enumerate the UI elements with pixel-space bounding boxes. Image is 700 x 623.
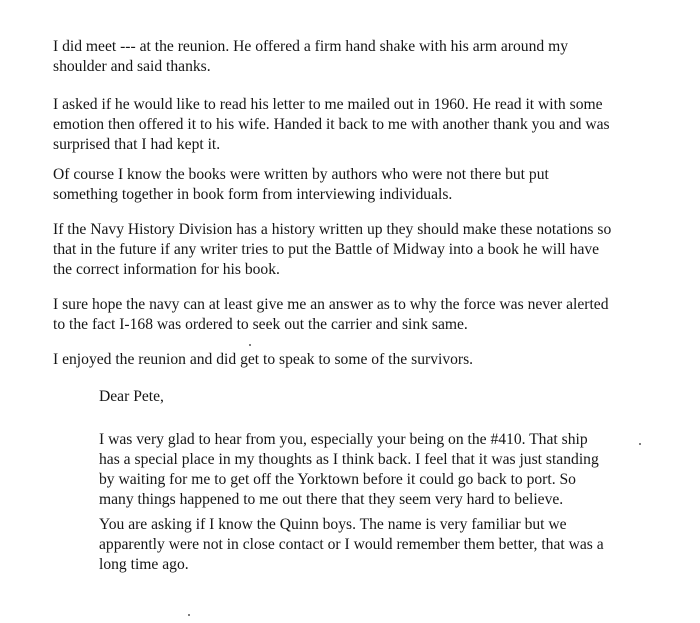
scan-speck (639, 443, 641, 445)
letter-paragraph-quinn (99, 515, 604, 575)
text-line: has a special place in my thoughts as I think back. I feel that it was just standing (99, 451, 599, 468)
text-line: to the fact I-168 was ordered to seek out the carrier and sink same. (53, 316, 468, 333)
paragraph-reunion-meeting (53, 37, 568, 77)
text-line: Dear Pete, (99, 388, 164, 405)
text-line: I was very glad to hear from you, especially your being on the #410. That ship (99, 431, 588, 448)
text-line: I asked if he would like to read his letter to me mailed out in 1960. He read it with some (53, 96, 603, 113)
text-line: long time ago. (99, 556, 189, 573)
text-line: by waiting for me to get off the Yorktown before it could go back to port. So (99, 471, 576, 488)
text-line: shoulder and said thanks. (53, 58, 211, 75)
text-line: Of course I know the books were written by authors who were not there but put (53, 166, 549, 183)
paragraph-books (53, 165, 549, 205)
text-line: I sure hope the navy can at least give me an answer as to why the force was never alerted (53, 296, 609, 313)
paragraph-navy-answer (53, 295, 609, 335)
text-line: If the Navy History Division has a history written up they should make these notations so (53, 221, 612, 238)
scan-speck (249, 344, 251, 346)
text-line: emotion then offered it to his wife. Handed it back to me with another thank you and was (53, 116, 610, 133)
paragraph-letter-reading (53, 95, 610, 155)
text-line: I enjoyed the reunion and did get to speak to some of the survivors. (53, 351, 474, 368)
text-line: many things happened to me out there that they seem very hard to believe. (99, 491, 564, 508)
paragraph-navy-history (53, 220, 611, 280)
text-line: that in the future if any writer tries to put the Battle of Midway into a book he will have (53, 241, 600, 258)
text-line: something together in book form from interviewing individuals. (53, 186, 453, 203)
paragraph-survivors (53, 350, 473, 370)
scan-speck (188, 614, 190, 616)
text-line: apparently were not in close contact or I would remember them better, that was a (99, 536, 604, 553)
text-line: I did meet --- at the reunion. He offered a firm hand shake with his arm around my (53, 38, 569, 55)
text-line: the correct information for his book. (53, 261, 280, 278)
text-line: surprised that I had kept it. (53, 136, 221, 153)
text-line: You are asking if I know the Quinn boys. The name is very familiar but we (99, 516, 567, 533)
letter-paragraph-ship (99, 430, 599, 510)
letter-salutation (99, 387, 164, 407)
